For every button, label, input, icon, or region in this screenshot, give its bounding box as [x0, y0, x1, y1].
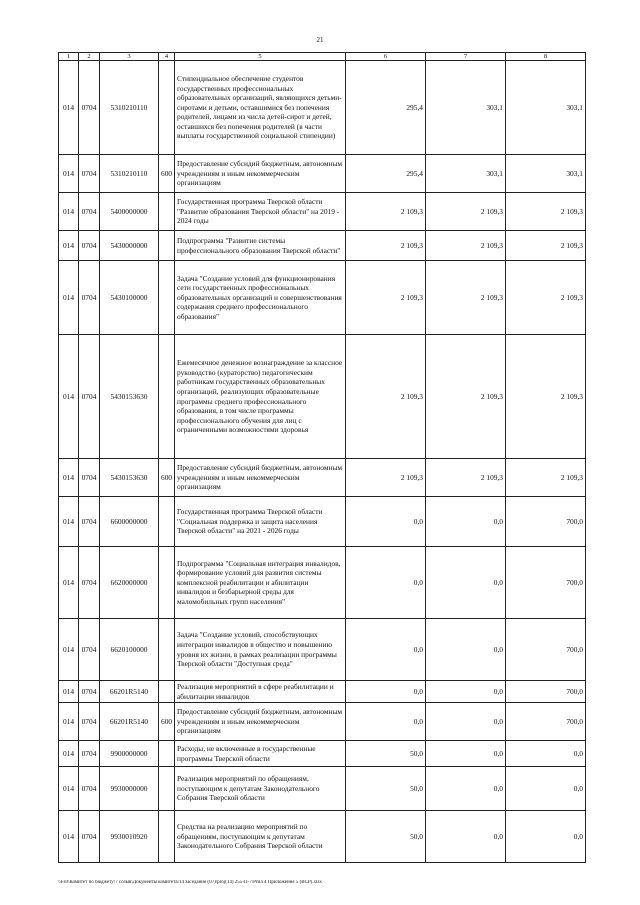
- expense-type-code: [159, 767, 175, 811]
- expense-type-code: [159, 335, 175, 459]
- row-description: Реализация мероприятий по обращениям, поступающим к депутатам Законодательного Собрания Тверской области: [175, 767, 346, 811]
- table-row: [59, 231, 586, 261]
- header-col-4: 4: [159, 53, 175, 61]
- chapter-code: 014: [59, 155, 79, 193]
- target-article-code: 5430153630: [100, 459, 159, 497]
- expense-type-code: [159, 261, 175, 335]
- target-article-code: 5430000000: [100, 231, 159, 261]
- target-article-code: 6620000000: [100, 547, 159, 619]
- section-code: 0704: [79, 335, 100, 459]
- section-code: 0704: [79, 547, 100, 619]
- row-description: Государственная программа Тверской области "Социальная поддержка и защита населения Тверской области" на 2021 - 2026 годы: [175, 497, 346, 547]
- amount-col-7: 0,0: [426, 703, 506, 741]
- amount-col-7: 303,1: [426, 61, 506, 155]
- section-code: 0704: [79, 681, 100, 703]
- amount-col-8: 2 109,3: [506, 335, 586, 459]
- amount-col-8: 700,0: [506, 497, 586, 547]
- chapter-code: 014: [59, 619, 79, 681]
- amount-col-6: 50,0: [346, 811, 426, 863]
- section-code: 0704: [79, 497, 100, 547]
- row-description: Предоставление субсидий бюджетным, автономным учреждениям и иным некоммерческим организациям: [175, 459, 346, 497]
- table-row: [59, 155, 586, 193]
- section-code: 0704: [79, 61, 100, 155]
- row-description: Задача "Создание условий для функционирования сети государственных профессиональных образовательных организаций и совершенствования содержания среднего профессионального образования": [175, 261, 346, 335]
- header-col-6: 6: [346, 53, 426, 61]
- section-code: 0704: [79, 155, 100, 193]
- expense-type-code: [159, 231, 175, 261]
- amount-col-6: 50,0: [346, 741, 426, 767]
- target-article-code: 9930000000: [100, 767, 159, 811]
- section-code: 0704: [79, 811, 100, 863]
- row-description: Предоставление субсидий бюджетным, автономным учреждениям и иным некоммерческим организациям: [175, 155, 346, 193]
- amount-col-7: 0,0: [426, 547, 506, 619]
- amount-col-6: 0,0: [346, 547, 426, 619]
- chapter-code: 014: [59, 193, 79, 231]
- amount-col-7: 0,0: [426, 767, 506, 811]
- amount-col-7: 2 109,3: [426, 335, 506, 459]
- header-row: [59, 53, 586, 61]
- section-code: 0704: [79, 231, 100, 261]
- target-article-code: 9900000000: [100, 741, 159, 767]
- header-col-8: 8: [506, 53, 586, 61]
- amount-col-8: 2 109,3: [506, 261, 586, 335]
- chapter-code: 014: [59, 741, 79, 767]
- section-code: 0704: [79, 767, 100, 811]
- amount-col-7: 0,0: [426, 497, 506, 547]
- amount-col-7: 0,0: [426, 741, 506, 767]
- section-code: 0704: [79, 703, 100, 741]
- amount-col-6: 0,0: [346, 681, 426, 703]
- row-description: Стипендиальное обеспечение студентов государственных профессиональных образовательных организаций, являющихся детьми-сиротами и детьми, оставшимися без попечения родителей, лицами из числа детей-сирот и детей, оставшихся без попечения родителей (в части выплаты государственной социальной стипендии): [175, 61, 346, 155]
- expense-type-code: 600: [159, 703, 175, 741]
- target-article-code: 6620100000: [100, 619, 159, 681]
- amount-col-8: 2 109,3: [506, 459, 586, 497]
- amount-col-8: 2 109,3: [506, 193, 586, 231]
- page-number: 21: [316, 36, 324, 44]
- amount-col-7: 303,1: [426, 155, 506, 193]
- amount-col-7: 2 109,3: [426, 231, 506, 261]
- row-description: Подпрограмма "Развитие системы профессионального образования Тверской области": [175, 231, 346, 261]
- amount-col-8: 0,0: [506, 811, 586, 863]
- expense-type-code: [159, 61, 175, 155]
- row-description: Средства на реализацию мероприятий по обращениям, поступающим к депутатам Законодательного Собрания Тверской области: [175, 811, 346, 863]
- target-article-code: 5310210110: [100, 61, 159, 155]
- expense-type-code: [159, 547, 175, 619]
- amount-col-8: 700,0: [506, 703, 586, 741]
- header-col-7: 7: [426, 53, 506, 61]
- table-row: [59, 741, 586, 767]
- row-description: Ежемесячное денежное вознаграждение за классное руководство (кураторство) педагогическим работникам государственных образовательных организаций, реализующих образовательные программы среднего профессионального образования, в том числе программы профессионального обучения для лиц с ограниченными возможностями здоровья: [175, 335, 346, 459]
- expense-type-code: [159, 497, 175, 547]
- chapter-code: 014: [59, 703, 79, 741]
- section-code: 0704: [79, 193, 100, 231]
- row-description: Расходы, не включенные в государственные программы Тверской области: [175, 741, 346, 767]
- chapter-code: 014: [59, 459, 79, 497]
- table-row: [59, 193, 586, 231]
- chapter-code: 014: [59, 767, 79, 811]
- target-article-code: 66201R5140: [100, 703, 159, 741]
- expense-type-code: [159, 681, 175, 703]
- row-description: Государственная программа Тверской области "Развитие образования Тверской области" на 2019 - 2024 годы: [175, 193, 346, 231]
- section-code: 0704: [79, 261, 100, 335]
- chapter-code: 014: [59, 681, 79, 703]
- table-row: [59, 811, 586, 863]
- amount-col-6: 2 109,3: [346, 193, 426, 231]
- amount-col-7: 2 109,3: [426, 261, 506, 335]
- amount-col-7: 2 109,3: [426, 193, 506, 231]
- table-row: [59, 619, 586, 681]
- amount-col-8: 700,0: [506, 547, 586, 619]
- header-col-5: 5: [175, 53, 346, 61]
- expense-type-code: 600: [159, 459, 175, 497]
- expense-type-code: [159, 193, 175, 231]
- budget-table: [58, 52, 586, 863]
- table-row: [59, 547, 586, 619]
- amount-col-7: 0,0: [426, 811, 506, 863]
- amount-col-8: 2 109,3: [506, 231, 586, 261]
- target-article-code: 5310210110: [100, 155, 159, 193]
- amount-col-6: 50,0: [346, 767, 426, 811]
- section-code: 0704: [79, 459, 100, 497]
- amount-col-6: 2 109,3: [346, 335, 426, 459]
- section-code: 0704: [79, 619, 100, 681]
- header-col-1: 1: [59, 53, 79, 61]
- expense-type-code: [159, 619, 175, 681]
- header-col-3: 3: [100, 53, 159, 61]
- table-header: [59, 53, 586, 61]
- chapter-code: 014: [59, 61, 79, 155]
- table-row: [59, 703, 586, 741]
- chapter-code: 014: [59, 261, 79, 335]
- chapter-code: 014: [59, 231, 79, 261]
- chapter-code: 014: [59, 497, 79, 547]
- table-row: [59, 497, 586, 547]
- file-path-footer: \\Fs0\Комитет по бюджету\7 созыв\Документы комитета\14 заседание (07)\proj(14) 255-П-7\Prил 4 Приложение 5 (ВСР).xlsx: [58, 880, 322, 885]
- row-description: Подпрограмма "Социальная интеграция инвалидов, формирование условий для развития системы комплексной реабилитации и абилитации инвалидов и безбарьерной среды для маломобильных групп населения": [175, 547, 346, 619]
- table-row: [59, 767, 586, 811]
- table-row: [59, 261, 586, 335]
- table-row: [59, 335, 586, 459]
- amount-col-8: 700,0: [506, 619, 586, 681]
- amount-col-8: 0,0: [506, 767, 586, 811]
- amount-col-8: 700,0: [506, 681, 586, 703]
- expense-type-code: 600: [159, 155, 175, 193]
- header-col-2: 2: [79, 53, 100, 61]
- row-description: Реализация мероприятий в сфере реабилитации и абилитации инвалидов: [175, 681, 346, 703]
- amount-col-7: 2 109,3: [426, 459, 506, 497]
- expense-type-code: [159, 811, 175, 863]
- row-description: Задача "Создание условий, способствующих интеграции инвалидов в общество и повышению уровня их жизни, в рамках реализации программы Тверской области "Доступная среда": [175, 619, 346, 681]
- table-row: [59, 61, 586, 155]
- chapter-code: 014: [59, 335, 79, 459]
- amount-col-6: 0,0: [346, 619, 426, 681]
- section-code: 0704: [79, 741, 100, 767]
- target-article-code: 5430153630: [100, 335, 159, 459]
- amount-col-6: 2 109,3: [346, 459, 426, 497]
- table-body: [59, 61, 586, 863]
- table-row: [59, 681, 586, 703]
- target-article-code: 9930010920: [100, 811, 159, 863]
- amount-col-8: 303,1: [506, 155, 586, 193]
- chapter-code: 014: [59, 547, 79, 619]
- target-article-code: 5430100000: [100, 261, 159, 335]
- expense-type-code: [159, 741, 175, 767]
- amount-col-6: 2 109,3: [346, 261, 426, 335]
- target-article-code: 66201R5140: [100, 681, 159, 703]
- amount-col-6: 295,4: [346, 61, 426, 155]
- chapter-code: 014: [59, 811, 79, 863]
- target-article-code: 5400000000: [100, 193, 159, 231]
- amount-col-8: 303,1: [506, 61, 586, 155]
- row-description: Предоставление субсидий бюджетным, автономным учреждениям и иным некоммерческим организациям: [175, 703, 346, 741]
- amount-col-6: 295,4: [346, 155, 426, 193]
- amount-col-7: 0,0: [426, 619, 506, 681]
- amount-col-6: 0,0: [346, 703, 426, 741]
- amount-col-6: 0,0: [346, 497, 426, 547]
- amount-col-6: 2 109,3: [346, 231, 426, 261]
- target-article-code: 6600000000: [100, 497, 159, 547]
- table-row: [59, 459, 586, 497]
- amount-col-7: 0,0: [426, 681, 506, 703]
- amount-col-8: 0,0: [506, 741, 586, 767]
